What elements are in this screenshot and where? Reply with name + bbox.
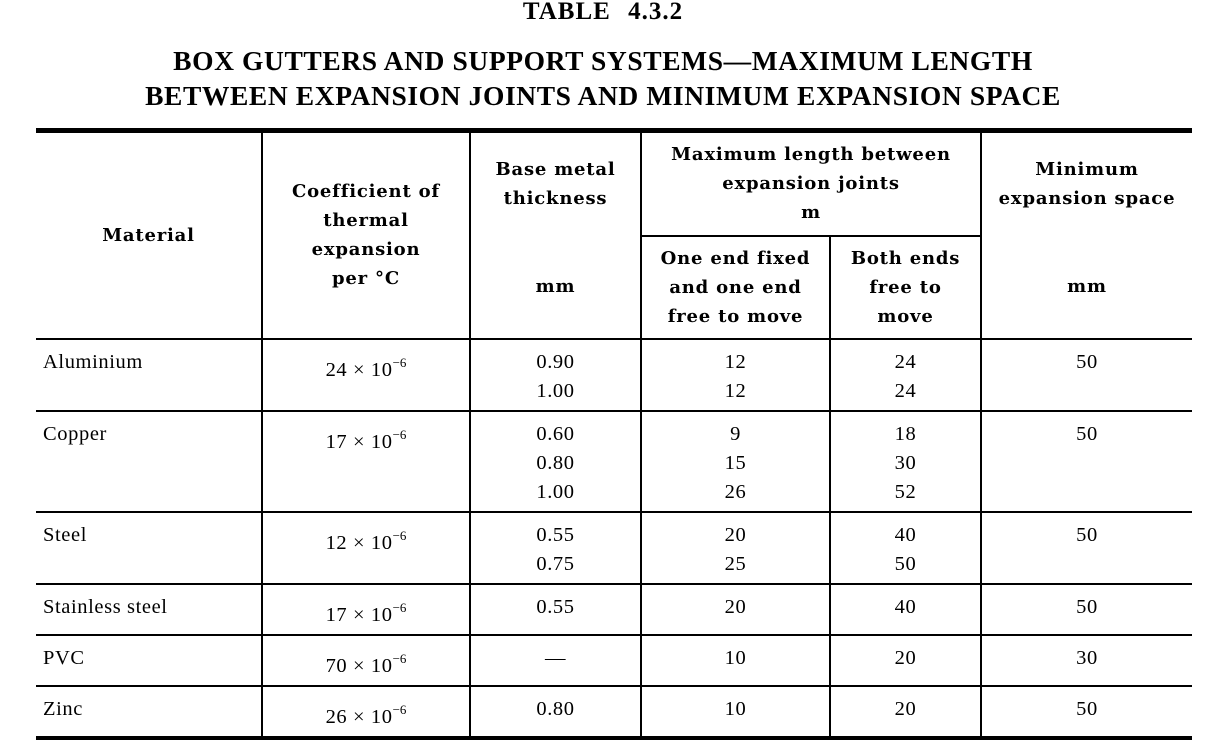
header-max-length: Maximum length between expansion joints m: [641, 131, 981, 236]
table-title-line-1: BOX GUTTERS AND SUPPORT SYSTEMS—MAXIMUM LENGTH: [173, 45, 1033, 76]
cell-one-end-fixed: 10: [641, 635, 830, 686]
cell-coefficient: $12 \times 10^{-6}$: [262, 512, 470, 584]
cell-material: Zinc: [36, 686, 262, 738]
cell-both-ends-free: 18 30 52: [830, 411, 981, 512]
header-material: Material: [36, 131, 262, 339]
cell-min-space: 50: [981, 686, 1192, 738]
cell-min-space: 50: [981, 584, 1192, 635]
header-min-space: Minimum expansion space mm: [981, 131, 1192, 339]
cell-min-space: 50: [981, 411, 1192, 512]
cell-coefficient: $17 \times 10^{-6}$: [262, 584, 470, 635]
cell-both-ends-free: 20: [830, 686, 981, 738]
cell-min-space: 50: [981, 339, 1192, 411]
cell-thickness: 0.55: [470, 584, 641, 635]
cell-material: Copper: [36, 411, 262, 512]
cell-material: Steel: [36, 512, 262, 584]
table-body: [36, 339, 1192, 738]
cell-material: Stainless steel: [36, 584, 262, 635]
table-row: [36, 339, 1192, 411]
table-row: [36, 512, 1192, 584]
table-number: TABLE 4.3.2: [522, 0, 684, 25]
table-row: [36, 411, 1192, 512]
header-both-ends-free: Both ends free to move: [830, 236, 981, 339]
header-coefficient: Coefficient of thermal expansion per °C: [262, 131, 470, 339]
cell-both-ends-free: 40 50: [830, 512, 981, 584]
cell-material: PVC: [36, 635, 262, 686]
table-row: [36, 584, 1192, 635]
cell-both-ends-free: 40: [830, 584, 981, 635]
table-row: [36, 686, 1192, 738]
cell-thickness: 0.60 0.80 1.00: [470, 411, 641, 512]
header-thickness: Base metal thickness mm: [470, 131, 641, 339]
cell-thickness: 0.80: [470, 686, 641, 738]
cell-one-end-fixed: 10: [641, 686, 830, 738]
table-title-line-2: BETWEEN EXPANSION JOINTS AND MINIMUM EXPANSION SPACE: [145, 80, 1061, 111]
cell-one-end-fixed: 20: [641, 584, 830, 635]
cell-thickness: 0.90 1.00: [470, 339, 641, 411]
table-row: [36, 635, 1192, 686]
cell-one-end-fixed: 20 25: [641, 512, 830, 584]
cell-coefficient: $70 \times 10^{-6}$: [262, 635, 470, 686]
cell-coefficient: $17 \times 10^{-6}$: [262, 411, 470, 512]
cell-one-end-fixed: 12 12: [641, 339, 830, 411]
cell-both-ends-free: 24 24: [830, 339, 981, 411]
cell-both-ends-free: 20: [830, 635, 981, 686]
cell-coefficient: $24 \times 10^{-6}$: [262, 339, 470, 411]
cell-thickness: —: [470, 635, 641, 686]
header-one-end-fixed: One end fixed and one end free to move: [641, 236, 830, 339]
cell-one-end-fixed: 9 15 26: [641, 411, 830, 512]
cell-min-space: 50: [981, 512, 1192, 584]
cell-coefficient: $26 \times 10^{-6}$: [262, 686, 470, 738]
cell-min-space: 30: [981, 635, 1192, 686]
cell-thickness: 0.55 0.75: [470, 512, 641, 584]
expansion-table: [36, 128, 1192, 740]
cell-material: Aluminium: [36, 339, 262, 411]
